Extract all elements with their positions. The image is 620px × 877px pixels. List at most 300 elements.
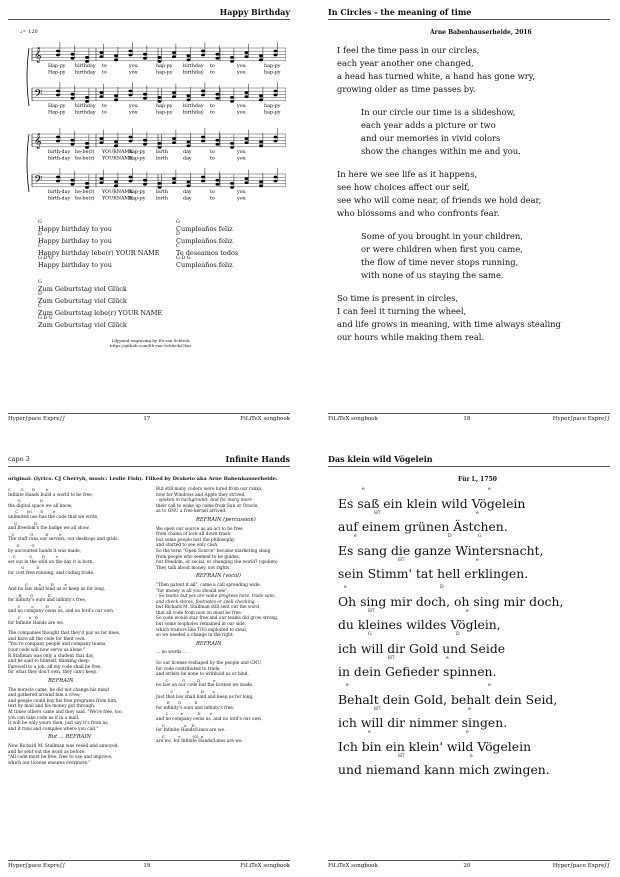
lyric-line: "for money is all you should see", xyxy=(156,588,229,594)
lyric-line: from chains of lock-all down trash xyxy=(156,532,231,538)
lyric-text: Cumpleaños feliz xyxy=(176,261,233,269)
lyric-line: and gathered around him a crew, xyxy=(8,693,81,699)
score-lyric: birth-day xyxy=(48,190,71,195)
treble-clef-icon: 𝄞 xyxy=(34,48,42,63)
lyric-line: for Infinite Hands are we. xyxy=(8,620,65,626)
lyric-line: and freedom's the badge we all show. xyxy=(8,526,90,532)
song-author: Für L, 1750 xyxy=(458,476,497,483)
score-lyric: hap-py xyxy=(264,70,281,76)
page-20 xyxy=(320,447,620,877)
chord-symbol: e xyxy=(346,683,349,688)
chord-symbol: D xyxy=(38,292,42,297)
note-head xyxy=(259,180,263,183)
lyric-line: So code would stay free and our teams did grow strong, xyxy=(156,616,279,622)
note-head xyxy=(100,55,104,58)
note-head xyxy=(201,54,205,57)
tempo-marking: ♩= 120 xyxy=(20,29,38,35)
lyric-line: "All code must be free, free to use and improve, xyxy=(8,755,113,761)
lyric-line: text by mail and his money got through. xyxy=(8,704,96,710)
lyric-line: but freedom, or social, or changing the world? (spoken) xyxy=(156,560,278,566)
score-lyric: hap-py xyxy=(129,196,146,202)
note-head xyxy=(158,142,162,145)
lyric-text: Cumpleaños feliz xyxy=(176,225,233,233)
lyric-line: and he sent out the word as before: xyxy=(8,749,86,755)
poem-line: a head has turned white, a hand has gone wry, xyxy=(337,71,536,81)
lyric-line: are we, for Infinite Hands/Lines are we. xyxy=(156,739,243,745)
score-lyric: you xyxy=(129,64,138,69)
score-lyric: birthday xyxy=(183,64,204,69)
page-header xyxy=(328,453,610,467)
score-lyric: you xyxy=(129,110,138,116)
note-head xyxy=(129,140,133,143)
chord-line: C G D e xyxy=(156,677,216,683)
lyric-text: Cumpleaños feliz xyxy=(176,237,233,245)
note-head xyxy=(158,100,162,103)
note-head xyxy=(114,58,118,61)
score-lyric: you xyxy=(237,190,246,195)
chord-symbol: e xyxy=(476,510,479,516)
note-head xyxy=(158,96,162,99)
score-lyric: Hap-py xyxy=(48,70,66,76)
score-lyric: you xyxy=(129,70,138,76)
song-title: In Circles - the meaning of time xyxy=(328,7,472,17)
note-head xyxy=(100,177,104,180)
note-head xyxy=(114,180,118,183)
lyric-text: Zum Geburtstag viel Glück xyxy=(38,285,127,293)
lyric-line: but Richard M. Stallman still sent out the word, xyxy=(156,605,261,611)
score-lyric: day xyxy=(183,196,192,202)
lyric-line: and started to see only cash. xyxy=(156,543,219,549)
score-lyric: to xyxy=(210,156,215,162)
note-head xyxy=(158,186,162,189)
note-head xyxy=(245,95,249,98)
poem-line: each year another one changed, xyxy=(337,58,474,68)
note-head xyxy=(230,100,234,103)
poem-line: with none of us staying the same. xyxy=(361,270,504,280)
page-footer xyxy=(328,860,610,871)
note-head xyxy=(245,137,249,140)
chord-symbol: G xyxy=(478,534,482,539)
spoken-note: and check stores, footnotes or spell checking. - xyxy=(156,599,259,605)
lyric-line: for infinity's ours and infinity's free, xyxy=(8,598,87,604)
note-head xyxy=(85,182,89,185)
note-head xyxy=(85,100,89,103)
lyric-text: ich will dir nimmer singen. xyxy=(338,715,508,730)
note-head xyxy=(216,183,220,186)
note-head xyxy=(158,60,162,63)
lyric-line: you can take code as if in a mall. xyxy=(8,715,80,721)
note-head xyxy=(71,143,75,146)
note-head xyxy=(100,95,104,98)
system-brace xyxy=(27,134,29,192)
note-head xyxy=(143,143,147,146)
sheet-music xyxy=(24,42,286,222)
footer-left: Hyper∫pace Expre∫∫ xyxy=(8,863,66,869)
note-head xyxy=(216,53,220,56)
note-head xyxy=(274,50,278,53)
page-18 xyxy=(320,0,620,430)
note-head xyxy=(274,54,278,57)
chord-symbol: G xyxy=(176,220,180,225)
score-lyric: hap-py xyxy=(264,110,281,116)
note-head xyxy=(129,90,133,93)
score-lyric: to xyxy=(210,190,215,195)
lyric-line: by uncounted hands it was made, xyxy=(8,548,81,554)
note-head xyxy=(274,180,278,183)
poem-line: Some of you brought in your children, xyxy=(361,231,523,241)
note-head xyxy=(201,94,205,97)
poem-line: In our circle our time is a slideshow, xyxy=(361,107,516,117)
stanza xyxy=(361,106,521,158)
score-lyric: you xyxy=(237,156,246,162)
note-head xyxy=(187,140,191,143)
page-number: 20 xyxy=(463,863,471,869)
poem-line: see who will come near, of friends we hold dear, xyxy=(337,195,542,205)
score-lyric: day xyxy=(183,190,192,195)
score-lyric: hap-py xyxy=(264,64,281,69)
page-footer xyxy=(8,413,290,424)
chord-line: C e D xyxy=(8,615,38,621)
bass-clef-icon: 𝄢 xyxy=(34,174,43,189)
chord-line: C G D e xyxy=(8,554,58,560)
note-head xyxy=(114,184,118,187)
refrain-marker: REFRAIN (percussion) xyxy=(196,516,256,523)
chord-symbol: e xyxy=(344,585,347,590)
note-head xyxy=(172,55,176,58)
poem-line: and our memories in vivid colors xyxy=(361,133,501,143)
stanza xyxy=(337,44,535,96)
note-head xyxy=(172,141,176,144)
score-lyric: hap-py xyxy=(129,190,146,195)
note-head xyxy=(114,94,118,97)
lyric-text: und niemand kann mich zwingen. xyxy=(338,762,550,777)
note-head xyxy=(71,97,75,100)
stanza xyxy=(361,230,523,282)
note-head xyxy=(245,141,249,144)
poem-line: I feel the time pass in our circles, xyxy=(337,45,480,55)
capo-note: capo 3 xyxy=(8,455,30,463)
page-header xyxy=(8,6,290,20)
note-head xyxy=(71,183,75,186)
chord-symbol: G xyxy=(38,220,42,225)
chord-symbol: e xyxy=(362,487,365,492)
spoken-note: - spoken in background: And for many more - xyxy=(156,498,255,504)
chord-symbol: D xyxy=(448,534,452,539)
score-lyric: you xyxy=(237,70,246,76)
note-head xyxy=(114,98,118,101)
score-lyric: to xyxy=(102,70,107,76)
lyric-line: which our license ensures evermore." xyxy=(8,760,91,766)
lyric-text: Es saß ein klein wild Vögelein xyxy=(338,495,526,511)
note-head xyxy=(187,144,191,147)
lyric-line: and have all the code for their own. xyxy=(8,636,86,642)
score-lyric: to xyxy=(210,150,215,155)
lyric-line: The stuff runs our servers, our desktops and grids, xyxy=(8,537,119,543)
chord-symbol: H7 xyxy=(398,753,405,759)
note-head xyxy=(100,51,104,54)
score-lyric: he-be(r) xyxy=(75,196,95,202)
chord-line: C e D e xyxy=(8,603,61,609)
refrain-marker: REFRAIN xyxy=(48,678,74,684)
chord-line: E G D xyxy=(8,592,51,598)
lyric-text: Happy birthday to you xyxy=(38,237,112,245)
footer-left: FiLiTeX songbook xyxy=(328,863,378,869)
score-lyric: Hap-py xyxy=(48,64,66,69)
note-head xyxy=(56,50,60,53)
note-head xyxy=(187,180,191,183)
lyric-line: and people could buy his free programs from him, xyxy=(8,698,118,704)
lyric-line: their call to wake up came from Sun or Oracle, xyxy=(156,503,259,509)
lyric-text: Zum Geburtstag lebe(r) YOUR NAME xyxy=(38,309,163,317)
note-head xyxy=(85,146,89,149)
note-head xyxy=(230,182,234,185)
spoken-note: - So teams but yes are wake progress here, trade sans, xyxy=(156,594,276,600)
chord-symbol: G D G xyxy=(176,256,191,261)
chord-line: C (e) D e xyxy=(8,509,56,515)
lyric-line: The miracle came, he did not change his mind xyxy=(8,687,109,693)
note-head xyxy=(100,91,104,94)
score-lyric: hap-py xyxy=(156,104,173,109)
lyric-line: We open our source as an act to be free xyxy=(156,526,243,532)
lyric-line: and no company owns us, and no lord's our own, xyxy=(156,716,263,722)
score-lyric: day xyxy=(183,150,192,155)
page-header xyxy=(328,6,610,20)
poem-line: growing older as time passes by. xyxy=(337,84,476,94)
score-lyric: birth-day xyxy=(48,150,71,155)
note-head xyxy=(143,183,147,186)
note-head xyxy=(259,184,263,187)
poem-line: or were children when first you came, xyxy=(361,244,523,254)
note-head xyxy=(216,143,220,146)
note-head xyxy=(100,181,104,184)
lyric-line: They talk about money, not rights. xyxy=(156,565,231,571)
score-lyric: to xyxy=(210,104,215,109)
note-head xyxy=(71,139,75,142)
note-head xyxy=(56,90,60,93)
note-head xyxy=(114,140,118,143)
score-lyric: YOURNAME xyxy=(102,196,133,202)
score-lyric: YOURNAME xyxy=(102,150,133,155)
page-19 xyxy=(0,447,300,877)
note-head xyxy=(56,136,60,139)
score-lyric: to xyxy=(210,110,215,116)
refrain-marker: REFRAIN (vocal) xyxy=(196,573,241,580)
score-lyric: to xyxy=(210,196,215,202)
chord-symbol: D xyxy=(456,632,460,637)
lyric-line: So the term "Open Source" became marketing slang xyxy=(156,548,271,554)
note-head xyxy=(56,54,60,57)
chord-symbol: e xyxy=(368,730,371,735)
note-head xyxy=(85,60,89,63)
lyric-line: no law on our code but the license we made. xyxy=(156,683,254,689)
lyric-text: Happy birthday to you xyxy=(38,261,112,269)
note-head xyxy=(274,90,278,93)
engraving-credit xyxy=(110,338,191,348)
treble-clef-icon: 𝄞 xyxy=(34,134,42,149)
lyric-text: ich will dir Gold und Seide xyxy=(338,640,506,656)
score-lyric: you xyxy=(237,150,246,155)
chord-line: C e D e xyxy=(156,689,215,694)
page-number: 18 xyxy=(463,416,471,422)
note-head xyxy=(172,91,176,94)
lyric-line: Farewell to a job, all my code shall be free, xyxy=(8,664,102,670)
note-head xyxy=(245,51,249,54)
note-head xyxy=(245,181,249,184)
note-head xyxy=(172,137,176,140)
chord-symbol: G xyxy=(38,280,42,285)
chord-symbol: e xyxy=(468,706,471,712)
footer-right: FiLiTeX songbook xyxy=(240,416,290,422)
score-lyric: birthday xyxy=(183,110,204,116)
lyric-line: and it runs and compiles where you call." xyxy=(8,726,99,732)
footer-left: FiLiTeX songbook xyxy=(328,416,378,422)
poem-line: So time is present in circles, xyxy=(337,293,459,303)
note-head xyxy=(143,57,147,60)
note-head xyxy=(216,93,220,96)
chord-symbol: e xyxy=(470,753,473,759)
system-brace xyxy=(27,48,29,106)
note-head xyxy=(85,186,89,189)
note-head xyxy=(129,180,133,183)
bass-clef-icon: 𝄢 xyxy=(34,88,43,103)
note-head xyxy=(71,93,75,96)
note-head xyxy=(129,176,133,179)
lyric-line: ... no words ... xyxy=(156,650,187,656)
chord-line: C e D e xyxy=(8,581,67,587)
chord-symbol: H7 xyxy=(374,706,381,712)
score-lyric: he-be(r) xyxy=(75,150,95,155)
score-lyric: to xyxy=(102,110,107,116)
lyric-text: du kleines wildes Vöglein, xyxy=(338,617,501,632)
note-head xyxy=(129,54,133,57)
page-number: 17 xyxy=(143,416,151,422)
score-lyric: Hap-py xyxy=(48,110,66,116)
note-head xyxy=(187,94,191,97)
lyric-line: unlimited use has the code that we write, xyxy=(8,514,99,520)
chord-line: G D xyxy=(8,520,38,526)
note-head xyxy=(187,58,191,61)
note-head xyxy=(100,137,104,140)
score-lyric: hap-py xyxy=(156,70,173,76)
lyric-line: R.Stallman was only a student that day, xyxy=(8,653,95,659)
lyric-line: which traitors like TiVo exploited to steal, xyxy=(156,627,248,633)
lyric-text: Zum Geburtstag viel Glück xyxy=(38,297,127,305)
refrain-marker: But ... REFRAIN xyxy=(48,734,92,741)
score-lyric: birth xyxy=(156,196,168,202)
score-lyric: you xyxy=(237,110,246,116)
chord-line: G D xyxy=(8,565,40,571)
note-head xyxy=(201,50,205,53)
lyric-line: for Infinite Hands/Lines are we. xyxy=(156,728,226,734)
score-lyric: Hap-py xyxy=(48,104,66,109)
note-head xyxy=(56,180,60,183)
song-title: Das klein wild Vögelein xyxy=(328,454,433,464)
lyric-line: for code contributed to trade, xyxy=(156,666,221,672)
note-head xyxy=(158,146,162,149)
note-head xyxy=(129,136,133,139)
page-header xyxy=(8,453,290,467)
lyrics-column-left xyxy=(8,487,123,766)
lyric-line: so we needed a change in the right. xyxy=(156,633,235,639)
score-lyric: he-be(r) xyxy=(75,156,95,162)
note-head xyxy=(274,140,278,143)
score-lyric: hap-py xyxy=(156,110,173,116)
chord-line: G D xyxy=(8,498,44,504)
note-head xyxy=(56,94,60,97)
page-footer xyxy=(8,860,290,871)
note-head xyxy=(201,176,205,179)
chord-line: D G xyxy=(8,542,35,548)
note-head xyxy=(245,55,249,58)
page-number: 19 xyxy=(143,863,151,869)
score-lyric: to xyxy=(102,104,107,109)
lyric-line: and he said to himself, thinking deep: xyxy=(8,659,91,665)
footer-right: Hyper∫pace Expre∫∫ xyxy=(552,863,610,869)
lyric-text: Happy birthday lebe(r) YOUR NAME xyxy=(38,249,160,257)
lyric-text: Te deseamos todos xyxy=(176,249,239,257)
note-head xyxy=(201,180,205,183)
lyric-line: from people who seemed to be guides, xyxy=(156,554,241,560)
score-lyric: birth xyxy=(156,150,168,155)
lyric-line: the digital space we all know, xyxy=(8,503,73,509)
score-lyric: he-be(r) xyxy=(75,190,95,195)
poem-line: our hours while making them real. xyxy=(337,332,485,342)
footer-left: Hyper∫pace Expre∫∫ xyxy=(8,416,66,422)
lyric-line: And no law shall bind us or keep us for long, xyxy=(8,587,106,593)
note-head xyxy=(274,94,278,97)
chord-symbol: e xyxy=(466,730,469,735)
note-head xyxy=(100,141,104,144)
lyric-line: "You're company people and company teams, xyxy=(8,642,107,648)
note-head xyxy=(201,140,205,143)
chord-symbol: C xyxy=(38,304,42,309)
chord-symbol: C xyxy=(176,244,180,249)
lyric-line: but some people lost the philosophy xyxy=(156,537,235,543)
note-head xyxy=(85,96,89,99)
lyric-line: for infinity's ours and infinity's free, xyxy=(156,705,235,711)
note-head xyxy=(201,90,205,93)
score-lyric: birth xyxy=(156,156,168,162)
poem-line: see how choices affect our self, xyxy=(337,182,470,192)
score-lyric: YOURNAME xyxy=(102,190,133,195)
chord-line: C e D xyxy=(156,722,195,728)
lyric-text: auf einem grünen Ästchen. xyxy=(338,519,508,534)
lyric-text: Happy birthday to you xyxy=(38,225,112,233)
lyric-line: and no company owns us, and no lord's our own, xyxy=(8,609,115,615)
chord-symbol: D xyxy=(440,585,444,590)
lyric-line: But still many coders were lured from our ranks, xyxy=(156,487,263,492)
lyrics-column-right xyxy=(156,487,278,745)
score-lyric: you xyxy=(237,196,246,202)
score-lyric: birthday xyxy=(75,70,96,76)
lyric-line: set out in the wild on the day it is born, xyxy=(8,559,94,565)
chord-symbol: e xyxy=(466,608,469,614)
note-head xyxy=(158,182,162,185)
note-head xyxy=(216,179,220,182)
note-head xyxy=(143,179,147,182)
lyric-line: and orders be none to withhold as or bind, xyxy=(156,672,249,678)
lyric-line: Infinite Hands build a world to be free, xyxy=(8,492,94,498)
chord-symbol: H7 xyxy=(368,608,375,614)
chord-symbol: D xyxy=(176,232,180,237)
credit-url: https://github.com/Eli-van-Schleck/Chor xyxy=(110,343,192,348)
lyric-text: in dein Gefieder spinnen. xyxy=(338,664,497,679)
score-lyric: birthday xyxy=(75,110,96,116)
note-head xyxy=(201,136,205,139)
score-lyric: hap-py xyxy=(129,156,146,162)
lyric-text: Zum Geburtstag viel Glück xyxy=(38,321,127,329)
note-head xyxy=(230,142,234,145)
